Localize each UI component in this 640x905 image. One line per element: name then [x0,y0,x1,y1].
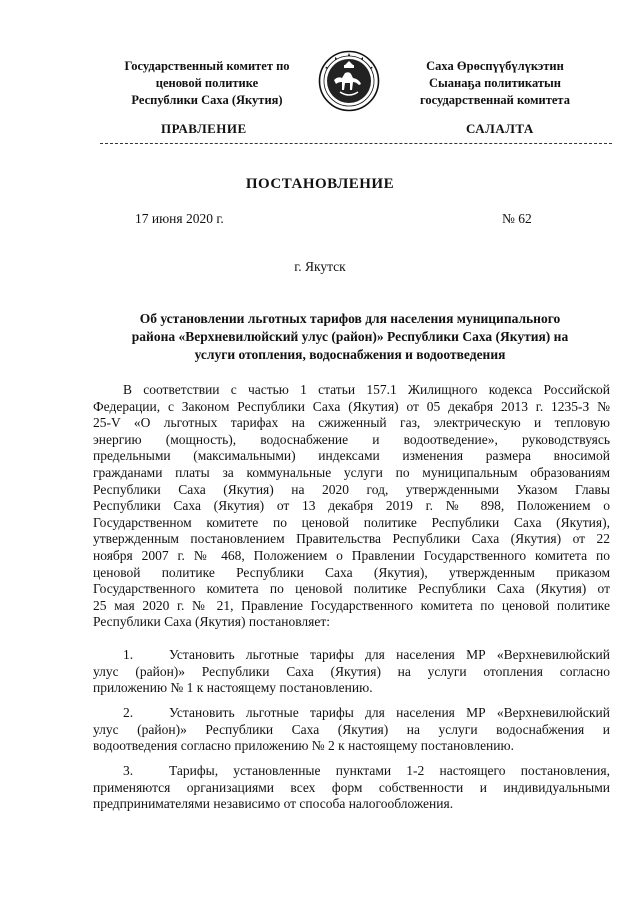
preamble-line: Государственном комитете по ценовой политике Республики Саха (Якутия), [93,514,610,530]
header-right-line: Саха Өрөспүүбүлүкэтин [426,59,564,73]
header-left-line: ценовой политике [155,76,259,90]
preamble-line: Республики Саха (Якутия) постановляет: [93,614,330,630]
document-subject [100,310,600,364]
preamble-line: Республики Саха (Якутия) на 2020 год, утвержденными Указом Главы [93,481,610,497]
item-number: 2. [123,705,134,720]
header-right-sakha [380,58,610,109]
document-number: № 62 [502,211,532,226]
item-line: Установить льготные тарифы для населения МР «Верхневилюйский [169,705,610,720]
resolution-item-3 [93,763,610,813]
item-line: водоотведения согласно приложению № 2 к настоящему постановлению. [93,738,514,754]
item-line: Установить льготные тарифы для населения МР «Верхневилюйский [169,647,610,662]
preamble-line: ценовой политике Республики Саха (Якутия), утвержденным приказом [93,564,610,580]
resolution-item-1 [93,647,610,697]
preamble-line: Республики Саха (Якутия) от 13 декабря 2019 г. № 898, Положением о [93,498,610,514]
header-right-line: государственнай комитета [420,93,570,107]
item-line: улус (район)» Республики Саха (Якутия) на услуги водоснабжения и [93,721,610,737]
item-number: 1. [123,647,134,662]
preamble-line: ноября 2007 г. № 468, Положением о Правлении Государственного комитета по [93,547,610,563]
document-city: г. Якутск [294,259,346,274]
preamble-line: Государственного комитета по ценовой политике Республики Саха (Якутия) от [93,581,610,597]
item-line: предпринимателями независимо от способа налогообложения. [93,796,454,812]
item-line: улус (район)» Республики Саха (Якутия) на услуги отопления согласно [93,663,610,679]
header-right-line: Сыанаҕа политикатын [429,76,561,90]
header-left-line: Государственный комитет по [124,59,290,73]
item-line: приложению № 1 к настоящему постановлению. [93,680,373,696]
preamble-line: утвержденным постановлением Правительства Республики Саха (Якутия) от 22 [93,531,610,547]
preamble-line: В соответствии с частью 1 статьи 157.1 Жилищного кодекса Российской [123,382,610,397]
item-line: Тарифы, установленные пунктами 1-2 настоящего постановления, [169,763,610,778]
preamble-line: Федерации, с Законом Республики Саха (Якутия) от 05 декабря 2013 г. 1235-З № [93,398,610,414]
preamble-paragraph [93,382,610,631]
department-label-sakha: САЛАЛТА [466,121,534,136]
document-type-title: ПОСТАНОВЛЕНИЕ [245,176,395,192]
yakutia-coat-of-arms-icon [318,50,380,112]
header-left-ru [87,58,327,109]
subject-line: Об установлении льготных тарифов для населения муниципального [139,311,561,326]
header-left-line: Республики Саха (Якутия) [131,93,283,107]
preamble-line: предельными (максимальными) индексами изменения размера вносимой [93,448,610,464]
department-label-ru: ПРАВЛЕНИЕ [161,121,247,136]
preamble-line: гражданами платы за коммунальные услуги по муниципальным образованиям [93,464,610,480]
item-number: 3. [123,763,134,778]
subject-line: района «Верхневилюйский улус (район)» Республики Саха (Якутия) на [131,329,569,344]
preamble-line: энергию (мощность), водоснабжение и водоотведение», руководствуясь [93,431,610,447]
item-line: применяются организациями всех форм собственности и индивидуальными [93,779,610,795]
header-divider [100,143,612,144]
preamble-line: 25 мая 2020 г. № 21, Правление Государственного комитета по ценовой политике [93,597,610,613]
resolution-item-2 [93,705,610,755]
preamble-line: 25-V «О льготных тарифах на сжиженный газ, электрическую и тепловую [93,415,610,431]
document-date: 17 июня 2020 г. [135,211,224,226]
subject-line: услуги отопления, водоснабжения и водоотведения [194,347,506,362]
